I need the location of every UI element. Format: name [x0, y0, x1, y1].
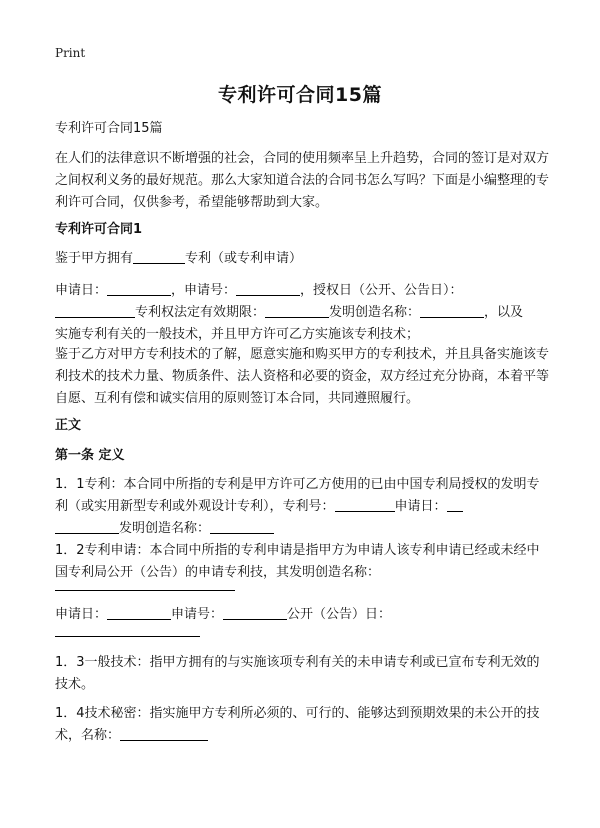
text-segment: 1．1专利：本合同中所指的专利是甲方许可乙方使用的已由中国专利局授权的发明专利（或实用新型专利或外观设计专利），专利号： [55, 477, 540, 514]
item-1-2-dates [55, 604, 550, 626]
blank-line [55, 590, 235, 591]
blank-line [107, 281, 171, 296]
text-segment: 申请日： [55, 283, 108, 298]
paragraph-application-info [55, 280, 550, 346]
document-title: 专利许可合同15篇 [218, 84, 382, 106]
item-1-4 [55, 703, 550, 747]
paragraph-patent-owner [55, 248, 550, 270]
heading-contract-1: 专利许可合同1 [55, 222, 143, 237]
blank-line [55, 303, 135, 318]
text-segment: 专利（或专利申请） [185, 251, 303, 266]
text-segment: 1．4技术秘密：指实施甲方专利所必须的、可行的、能够达到预期效果的未公开的技术，名称： [55, 706, 540, 743]
text-segment: 发明创造名称： [329, 305, 421, 320]
item-1-3: 1．3一般技术：指甲方拥有的与实施该项专利有关的未申请专利或已宣布专利无效的技术。 [55, 655, 540, 692]
text-segment: 鉴于甲方拥有 [55, 251, 134, 266]
print-label[interactable]: Print [55, 46, 86, 60]
text-segment: 实施专利有关的一般技术，并且甲方许可乙方实施该专利技术； [55, 327, 420, 342]
text-segment: ，以及 [484, 305, 524, 320]
paragraph-licensee-intent: 鉴于乙方对甲方专利技术的了解，愿意实施和购买甲方的专利技术，并且具备实施该专利技术的技术力量、物质条件、法人资格和必要的资金，双方经过充分协商，本着平等自愿、互利有偿和诚实信用的原则签订本合同，共同遵照履行。 [55, 347, 550, 406]
item-1-2: 1．2专利申请：本合同中所指的专利申请是指甲方为申请人该专利申请已经或未经中国专利局公开（公告）的申请专利技，其发明创造名称： [55, 543, 540, 580]
blank-line [210, 519, 274, 534]
text-segment: 申请号： [171, 607, 224, 622]
blank-line [107, 605, 171, 620]
blank-line [55, 636, 200, 637]
blank-line [133, 249, 185, 264]
text-segment: 申请日： [394, 499, 447, 514]
blank-line [265, 303, 329, 318]
text-segment: 发明创造名称： [119, 521, 211, 536]
blank-line [120, 726, 208, 741]
blank-line [55, 519, 119, 534]
text-segment: 公开（公告）日： [287, 607, 392, 622]
text-segment: ，申请号： [171, 283, 237, 298]
blank-line [236, 281, 300, 296]
text-segment: 申请日： [55, 607, 108, 622]
blank-line [447, 497, 463, 512]
heading-article-1: 第一条 定义 [55, 448, 125, 463]
text-segment: 专利权法定有效期限： [135, 305, 266, 320]
item-1-1 [55, 474, 550, 540]
blank-line [335, 497, 395, 512]
heading-body: 正文 [55, 418, 82, 433]
text-segment: ，授权日（公开、公告日）： [300, 283, 463, 298]
blank-line [420, 303, 484, 318]
document-subtitle: 专利许可合同15篇 [55, 121, 163, 136]
intro-paragraph: 在人们的法律意识不断增强的社会，合同的使用频率呈上升趋势，合同的签订是对双方之间权利义务的最好规范。那么大家知道合法的合同书怎么写吗？下面是小编整理的专利许可合同，仅供参考，希望能够帮助到大家。 [55, 151, 550, 210]
blank-line [223, 605, 287, 620]
